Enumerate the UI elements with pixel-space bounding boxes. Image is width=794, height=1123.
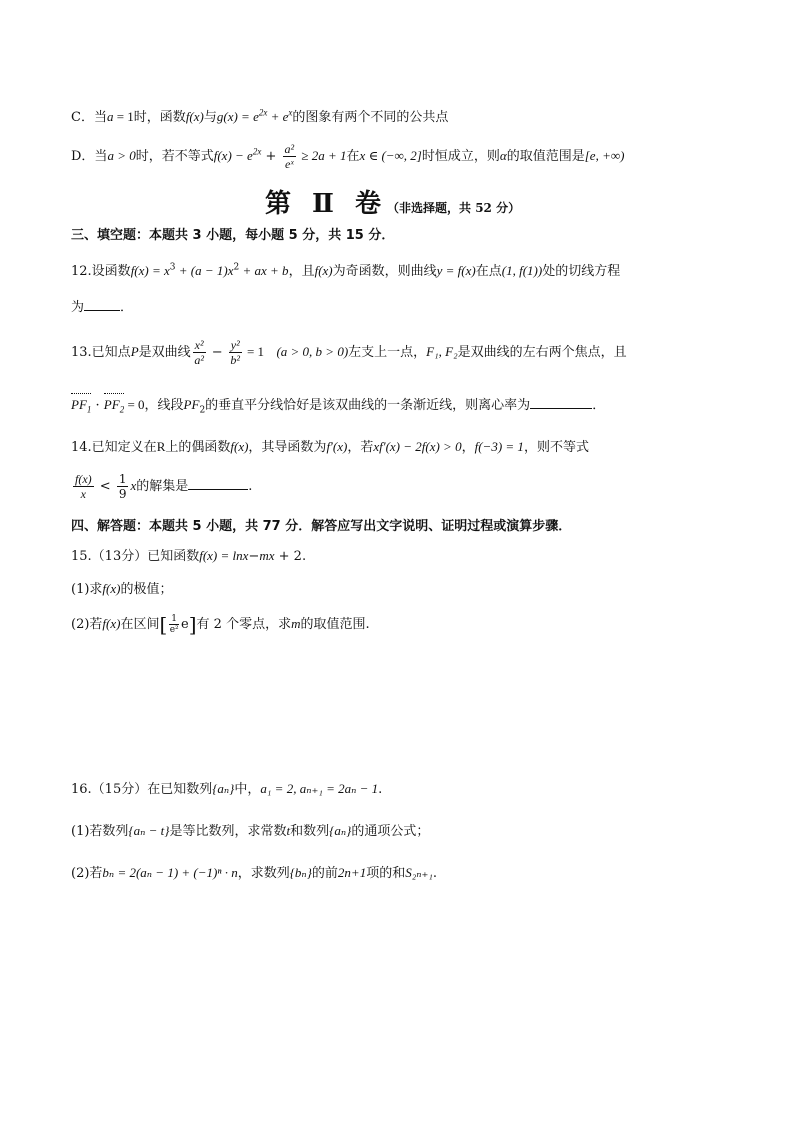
option-c: C．当a = 1时，函数f(x)与$g(x) = e^{2x} + e^x$的图象有两个不同的公共点: [71, 107, 449, 125]
question-14-cont: $\frac{f(x)}{x}$ < $\frac{1}{9}$ x的解集是 .: [75, 472, 253, 501]
question-15-part-1: (1)求f(x)的极值；: [71, 581, 173, 597]
option-d: D．当a > 0时，若不等式$f(x) - e^{2x}$ + $\frac{\text{a²}}{\text{eˣ}}$ ≥ 2a + 1在x ∈ (−∞, 2]时恒成立，则α的取值范围是[e, +∞): [71, 142, 625, 171]
question-13-cont: $PF_1 \cdot PF_2 = 0$，线段$PF_2$的垂直平分线恰好是该双曲线的一条渐近线，则离心率为 ．: [71, 397, 606, 416]
solve-header: 四、解答题：本题共 5 小题，共 77 分．解答应写出文字说明、证明过程或演算步骤．: [71, 519, 572, 534]
answer-blank: [84, 298, 120, 311]
question-13: 13.已知点P是双曲线 $\frac{\text{x²}}{\text{a²}}$ − $\frac{\text{y²}}{\text{b²}}$ = 1 (a > 0, b > 0)左支上一点，F₁, F₂是双曲线的左右两个焦点，且: [71, 338, 627, 367]
fraction: $\frac{\text{x²}}{\text{a²}}$: [194, 338, 204, 367]
question-15: 15.（13分）已知函数f(x) = lnx−mx + 2.: [71, 548, 307, 564]
question-16-part-2: (2)若bₙ = 2(aₙ − 1) + (−1)ⁿ · n，求数列{bₙ}的前2n+1项的和S₂ₙ₊₁.: [71, 865, 438, 881]
answer-blank: [530, 396, 592, 409]
question-12: 12.设函数$f(x) = x^3 + (a - 1)x^2$ + ax + b，且f(x)为奇函数，则曲线y = f(x)在点(1, f(1))处的切线方程: [71, 262, 621, 279]
vector: $PF_1$: [71, 397, 92, 415]
question-16-part-1: (1)若数列{aₙ − t}是等比数列，求常数t和数列{aₙ}的通项公式；: [71, 823, 430, 839]
question-14: 14.已知定义在R上的偶函数f(x)，其导函数为f′(x)，若xf′(x) − 2f(x) > 0，f(−3) = 1，则不等式: [71, 439, 589, 455]
vector: $PF_2$: [103, 397, 125, 415]
fraction: $\frac{\text{a²}}{\text{eˣ}}$: [284, 142, 295, 171]
question-12-cont: 为 ．: [71, 300, 134, 315]
fraction: $\frac{\text{y²}}{\text{b²}}$: [230, 338, 241, 367]
fraction: $\frac{1}{9}$: [118, 472, 127, 501]
fraction: $\frac{1}{\text{e²}}$: [169, 614, 179, 635]
fill-in-header: 三、填空题：本题共 3 小题，每小题 5 分，共 15 分．: [71, 228, 395, 243]
section-subtitle: （非选择题，共 52 分）: [387, 201, 521, 215]
section-title: 第 Ⅱ 卷（非选择题，共 52 分）: [265, 189, 521, 219]
question-15-part-2: (2)若f(x)在区间[ $\frac{1}{\text{e²}}$ e]有 2 个零点，求m的取值范围.: [71, 612, 370, 637]
question-16: 16.（15分）在已知数列{aₙ}中，a₁ = 2, aₙ₊₁ = 2aₙ − 1.: [71, 781, 383, 797]
fraction: $\frac{f(x)}{x}$: [75, 472, 92, 501]
answer-blank: [188, 477, 248, 490]
